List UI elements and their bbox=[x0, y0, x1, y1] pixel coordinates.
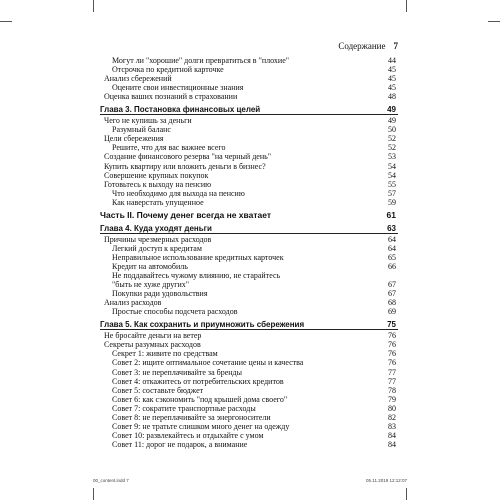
toc-entry-title: Неправильное использование кредитных карточек bbox=[112, 252, 284, 262]
toc-entry-page: 50 bbox=[388, 125, 396, 135]
toc-entry-row bbox=[100, 280, 398, 289]
toc-entry-row bbox=[100, 358, 398, 367]
toc-entry-row bbox=[100, 386, 398, 395]
toc-entry-title: Глава 3. Постановка финансовых целей bbox=[100, 105, 261, 115]
toc-entry-page: 54 bbox=[388, 161, 396, 171]
toc-entry-page: 64 bbox=[388, 234, 396, 244]
toc-chapter-row bbox=[100, 320, 398, 329]
toc-entry-row bbox=[100, 198, 398, 207]
running-header bbox=[100, 41, 398, 55]
toc-entry-title: Совет 9: не тратьте слишком много денег на одежду bbox=[112, 421, 290, 431]
toc-entry-row bbox=[100, 56, 398, 65]
toc-entry-row bbox=[100, 65, 398, 74]
toc-entry-title: Не бросайте деньги на ветер bbox=[104, 331, 202, 341]
toc-entry-row bbox=[100, 298, 398, 307]
toc-entry-page: 55 bbox=[388, 179, 396, 189]
toc-entry-page: 59 bbox=[388, 197, 396, 207]
toc-entry-title: Совет 5: составьте бюджет bbox=[112, 385, 204, 395]
toc-chapter-row bbox=[100, 224, 398, 233]
toc-entry-title: Создание финансового резерва "на черный день" bbox=[104, 152, 272, 162]
toc-entry-row bbox=[100, 262, 398, 271]
toc-entry-title: Цели сбережения bbox=[104, 134, 164, 144]
toc-entry-row bbox=[100, 116, 398, 125]
toc-entry-title: Часть II. Почему денег всегда не хватает bbox=[100, 209, 272, 220]
chapter-rule bbox=[100, 329, 398, 330]
toc-entry-row bbox=[100, 74, 398, 83]
toc-entry-title: Простые способы подсчета расходов bbox=[112, 307, 238, 317]
toc-entry-title: Оценка ваших познаний в страховании bbox=[104, 92, 238, 102]
running-header-page-number: 7 bbox=[393, 41, 398, 51]
toc-entry-page: 84 bbox=[388, 439, 396, 449]
toc-entry-row bbox=[100, 83, 398, 92]
toc-entry-page: 78 bbox=[388, 385, 396, 395]
toc-entry-title: Совет 8: не переплачивайте за энергоносители bbox=[112, 412, 271, 422]
toc-entry-page: 45 bbox=[388, 74, 396, 84]
toc-entry-page: 57 bbox=[388, 188, 396, 198]
toc-entry-title: Не поддавайтесь чужому влиянию, не старайтесь bbox=[112, 271, 281, 281]
toc-entry-page: 44 bbox=[388, 56, 396, 65]
toc-entry-title: Совет 6: как сэкономить "под крышей дома своего" bbox=[112, 394, 288, 404]
print-slug-file: 00_content.indd 7 bbox=[93, 478, 129, 483]
toc-entry-page: 67 bbox=[388, 280, 396, 290]
crop-mark-top-right bbox=[406, 0, 407, 12]
toc-entry-row bbox=[100, 395, 398, 404]
toc-entry-page: 61 bbox=[386, 209, 396, 220]
toc-entry-page: 82 bbox=[388, 412, 396, 422]
running-header-title: Содержание bbox=[338, 41, 386, 51]
toc-entry-page: 79 bbox=[388, 394, 396, 404]
toc-entry-page: 76 bbox=[388, 349, 396, 359]
toc-entry-page: 49 bbox=[388, 116, 396, 126]
toc-part-row bbox=[100, 211, 398, 220]
toc-entry-page: 68 bbox=[388, 298, 396, 308]
toc-entry-row bbox=[100, 189, 398, 198]
table-of-contents bbox=[100, 56, 398, 449]
toc-entry-row bbox=[100, 235, 398, 244]
toc-entry-title: Анализ расходов bbox=[104, 298, 162, 308]
toc-entry-row bbox=[100, 307, 398, 316]
toc-entry-row bbox=[100, 289, 398, 298]
crop-mark-left-top bbox=[0, 21, 12, 22]
toc-entry-page: 63 bbox=[387, 223, 396, 233]
toc-entry-title: Причины чрезмерных расходов bbox=[104, 234, 212, 244]
toc-entry-row bbox=[100, 152, 398, 161]
toc-entry-row bbox=[100, 271, 398, 280]
toc-entry-title: Легкий доступ к кредитам bbox=[112, 243, 202, 253]
toc-entry-title: Купить квартиру или вложить деньги в бизнес? bbox=[104, 161, 266, 171]
toc-entry-row bbox=[100, 143, 398, 152]
toc-entry-row bbox=[100, 349, 398, 358]
chapter-rule bbox=[100, 114, 398, 115]
toc-entry-page: 48 bbox=[388, 92, 396, 102]
toc-entry-page: 69 bbox=[388, 307, 396, 317]
toc-entry-row bbox=[100, 92, 398, 101]
toc-entry-row bbox=[100, 331, 398, 340]
toc-entry-page: 76 bbox=[388, 331, 396, 341]
toc-entry-title: Совет 10: развлекайтесь и отдыхайте с умом bbox=[112, 430, 264, 440]
toc-entry-row bbox=[100, 253, 398, 262]
toc-entry-title: Совет 2: ищите оптимальное сочетание цены и качества bbox=[112, 358, 304, 368]
toc-entry-page: 64 bbox=[388, 243, 396, 253]
toc-entry-row bbox=[100, 377, 398, 386]
toc-entry-title: Отсрочка по кредитной карточке bbox=[112, 65, 224, 75]
toc-entry-page: 45 bbox=[388, 83, 396, 93]
toc-entry-title: Анализ сбережений bbox=[104, 74, 172, 84]
crop-mark-bottom-right bbox=[406, 488, 407, 500]
toc-entry-row bbox=[100, 340, 398, 349]
toc-chapter-row bbox=[100, 105, 398, 114]
toc-entry-page: 80 bbox=[388, 403, 396, 413]
toc-entry-page: 66 bbox=[388, 261, 396, 271]
toc-entry-row bbox=[100, 413, 398, 422]
toc-entry-page: 49 bbox=[387, 105, 396, 115]
toc-entry-page: 83 bbox=[388, 421, 396, 431]
toc-entry-title: Кредит на автомобиль bbox=[112, 261, 188, 271]
toc-entry-row bbox=[100, 440, 398, 449]
toc-entry-page: 52 bbox=[388, 143, 396, 153]
print-slug-date: 05.11.2019 12:12:07 bbox=[366, 478, 407, 483]
toc-entry-row bbox=[100, 422, 398, 431]
crop-mark-top-left bbox=[93, 0, 94, 12]
toc-entry-row bbox=[100, 244, 398, 253]
toc-entry-page: 45 bbox=[388, 65, 396, 75]
toc-entry-page: 84 bbox=[388, 430, 396, 440]
toc-entry-title: Чего не купишь за деньги bbox=[104, 116, 192, 126]
toc-entry-page: 67 bbox=[388, 289, 396, 299]
crop-mark-bottom-left bbox=[93, 488, 94, 500]
toc-entry-title: Совет 4: откажитесь от потребительских кредитов bbox=[112, 376, 284, 386]
toc-entry-title: Как наверстать упущенное bbox=[112, 197, 204, 207]
toc-entry-title: Совет 11: дорог не подарок, а внимание bbox=[112, 439, 248, 449]
toc-entry-title: Покупки ради удовольствия bbox=[112, 289, 208, 299]
toc-entry-page: 54 bbox=[388, 170, 396, 180]
toc-entry-title: Разумный баланс bbox=[112, 125, 171, 135]
toc-entry-title: Глава 5. Как сохранить и приумножить сбережения bbox=[100, 320, 305, 330]
toc-entry-title: Могут ли "хорошие" долги превратиться в "плохие" bbox=[112, 56, 290, 65]
toc-entry-page: 65 bbox=[388, 252, 396, 262]
toc-entry-page: 77 bbox=[388, 367, 396, 377]
toc-entry-page: 77 bbox=[388, 376, 396, 386]
toc-entry-title: Решите, что для вас важнее всего bbox=[112, 143, 226, 153]
toc-entry-row bbox=[100, 368, 398, 377]
toc-entry-title: Совет 7: сократите транспортные расходы bbox=[112, 403, 256, 413]
toc-entry-row bbox=[100, 180, 398, 189]
toc-entry-row bbox=[100, 404, 398, 413]
chapter-rule bbox=[100, 233, 398, 234]
toc-entry-title: Оцените свои инвестиционные знания bbox=[112, 83, 244, 93]
toc-entry-row bbox=[100, 134, 398, 143]
toc-entry-page: 53 bbox=[388, 152, 396, 162]
toc-entry-title: Готовьтесь к выходу на пенсию bbox=[104, 179, 212, 189]
toc-entry-row bbox=[100, 431, 398, 440]
toc-entry-page: 76 bbox=[388, 340, 396, 350]
toc-entry-page: 75 bbox=[387, 320, 396, 330]
toc-entry-title: Глава 4. Куда уходят деньги bbox=[100, 223, 212, 233]
toc-entry-title: Секрет 1: живите по средствам bbox=[112, 349, 218, 359]
toc-entry-row bbox=[100, 171, 398, 180]
toc-entry-title: Совершение крупных покупок bbox=[104, 170, 209, 180]
toc-entry-page: 52 bbox=[388, 134, 396, 144]
toc-entry-title: "быть не хуже других" bbox=[112, 280, 190, 290]
toc-entry-title: Секреты разумных расходов bbox=[104, 340, 201, 350]
toc-entry-row bbox=[100, 162, 398, 171]
toc-entry-title: Что необходимо для выхода на пенсию bbox=[112, 188, 245, 198]
toc-entry-row bbox=[100, 125, 398, 134]
crop-mark-right-top bbox=[488, 21, 500, 22]
toc-entry-page: 76 bbox=[388, 358, 396, 368]
toc-entry-title: Совет 3: не переплачивайте за бренды bbox=[112, 367, 242, 377]
